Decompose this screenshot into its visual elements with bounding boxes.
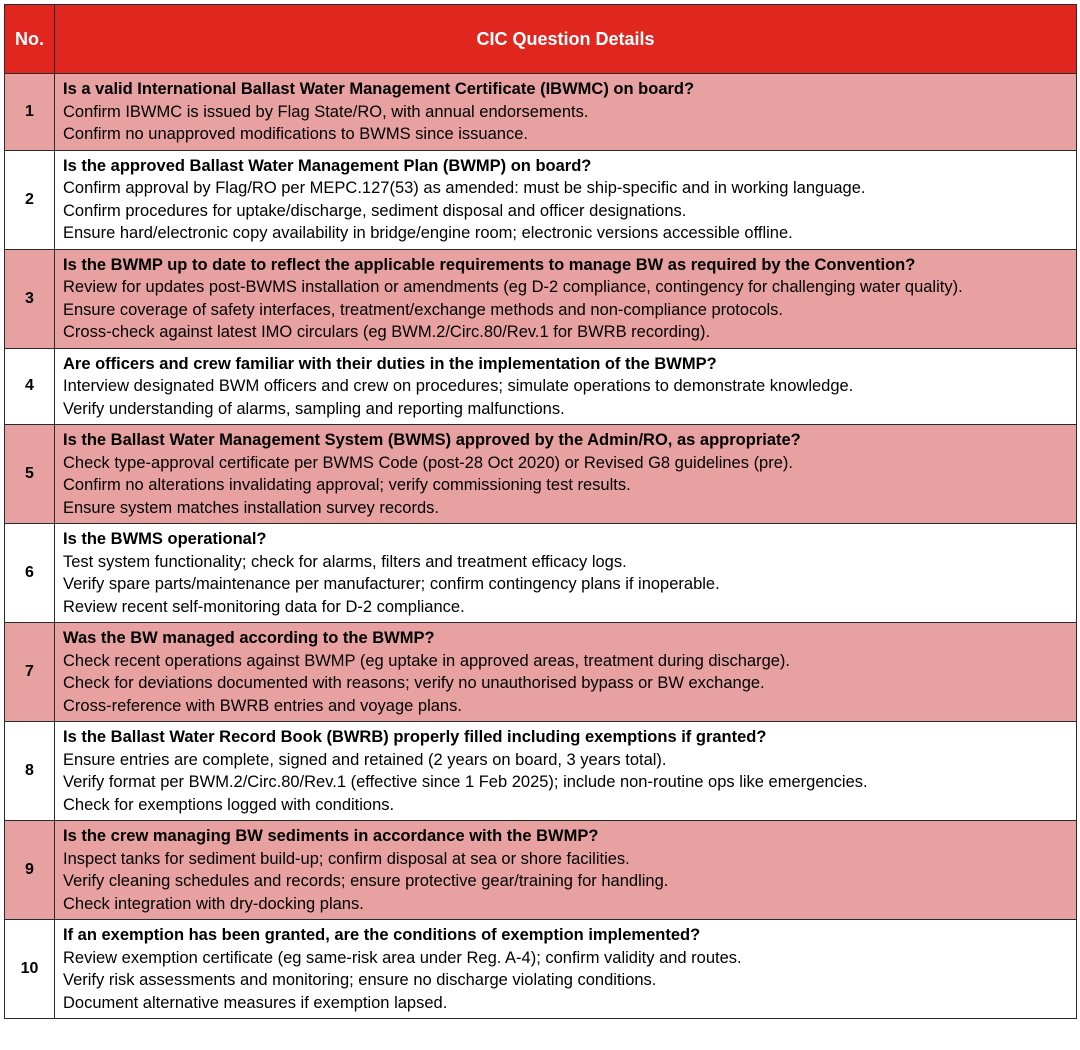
detail-line: Test system functionality; check for alarms, filters and treatment efficacy logs. bbox=[63, 552, 627, 571]
table-row bbox=[5, 74, 1077, 151]
question-text: Is the approved Ballast Water Management Plan (BWMP) on board? bbox=[63, 156, 592, 175]
detail-line: Verify cleaning schedules and records; ensure protective gear/training for handling. bbox=[63, 872, 669, 890]
row-number: 7 bbox=[5, 623, 55, 722]
cic-question-table bbox=[4, 4, 1077, 1019]
row-details bbox=[55, 249, 1077, 348]
detail-line: Cross-check against latest IMO circulars (eg BWM.2/Circ.80/Rev.1 for BWRB recording). bbox=[63, 323, 711, 341]
header-details: CIC Question Details bbox=[55, 5, 1077, 74]
row-details bbox=[55, 821, 1077, 920]
cic-table-container bbox=[4, 4, 1076, 1019]
detail-line: Ensure hard/electronic copy availability in bridge/engine room; electronic versions accessible offline. bbox=[63, 224, 793, 242]
table-header-row bbox=[5, 5, 1077, 74]
row-number: 2 bbox=[5, 150, 55, 249]
row-details bbox=[55, 150, 1077, 249]
row-number: 10 bbox=[5, 920, 55, 1019]
question-text: Are officers and crew familiar with their duties in the implementation of the BWMP? bbox=[63, 354, 717, 373]
question-text: Is the BWMS operational? bbox=[63, 530, 267, 548]
detail-line: Check for exemptions logged with conditions. bbox=[63, 795, 395, 814]
detail-line: Confirm no alterations invalidating approval; verify commissioning test results. bbox=[63, 476, 631, 494]
row-details bbox=[55, 920, 1077, 1019]
detail-line: Verify understanding of alarms, sampling and reporting malfunctions. bbox=[63, 399, 565, 418]
table-row bbox=[5, 249, 1077, 348]
table-row bbox=[5, 722, 1077, 821]
detail-line: Review recent self-monitoring data for D-2 compliance. bbox=[63, 597, 465, 616]
row-number: 4 bbox=[5, 348, 55, 425]
detail-line: Verify spare parts/maintenance per manufacturer; confirm contingency plans if inoperable. bbox=[63, 575, 720, 593]
row-details bbox=[55, 348, 1077, 425]
table-row bbox=[5, 821, 1077, 920]
table-row bbox=[5, 920, 1077, 1019]
detail-line: Ensure coverage of safety interfaces, treatment/exchange methods and non-compliance protocols. bbox=[63, 300, 783, 319]
row-number: 9 bbox=[5, 821, 55, 920]
question-text: Is the BWMP up to date to reflect the applicable requirements to manage BW as required by the Convention? bbox=[63, 255, 916, 274]
table-row bbox=[5, 524, 1077, 623]
detail-line: Check recent operations against BWMP (eg uptake in approved areas, treatment during discharge). bbox=[63, 651, 791, 670]
row-details bbox=[55, 623, 1077, 722]
detail-line: Verify format per BWM.2/Circ.80/Rev.1 (effective since 1 Feb 2025); include non-routine ops like emergencies. bbox=[63, 773, 868, 791]
detail-line: Ensure entries are complete, signed and retained (2 years on board, 3 years total). bbox=[63, 750, 667, 769]
detail-line: Inspect tanks for sediment build-up; confirm disposal at sea or shore facilities. bbox=[63, 849, 630, 868]
question-text: If an exemption has been granted, are the conditions of exemption implemented? bbox=[63, 926, 701, 944]
detail-line: Cross-reference with BWRB entries and voyage plans. bbox=[63, 696, 462, 715]
detail-line: Confirm procedures for uptake/discharge, sediment disposal and officer designations. bbox=[63, 201, 687, 220]
question-text: Is the Ballast Water Record Book (BWRB) properly filled including exemptions if granted? bbox=[63, 728, 767, 746]
row-details bbox=[55, 74, 1077, 151]
detail-line: Confirm approval by Flag/RO per MEPC.127(53) as amended: must be ship-specific and in working language. bbox=[63, 179, 866, 197]
detail-line: Interview designated BWM officers and crew on procedures; simulate operations to demonstrate knowledge. bbox=[63, 377, 854, 395]
row-details bbox=[55, 524, 1077, 623]
row-number: 6 bbox=[5, 524, 55, 623]
detail-line: Check for deviations documented with reasons; verify no unauthorised bypass or BW exchange. bbox=[63, 674, 765, 692]
table-row bbox=[5, 348, 1077, 425]
question-text: Is a valid International Ballast Water Management Certificate (IBWMC) on board? bbox=[63, 80, 695, 98]
row-number: 8 bbox=[5, 722, 55, 821]
detail-line: Check integration with dry-docking plans. bbox=[63, 894, 364, 913]
table-body bbox=[5, 74, 1077, 1019]
question-text: Is the crew managing BW sediments in accordance with the BWMP? bbox=[63, 827, 599, 845]
row-details bbox=[55, 425, 1077, 524]
question-text: Was the BW managed according to the BWMP? bbox=[63, 629, 435, 647]
detail-line: Confirm IBWMC is issued by Flag State/RO, with annual endorsements. bbox=[63, 102, 589, 121]
detail-line: Document alternative measures if exemption lapsed. bbox=[63, 993, 448, 1012]
detail-line: Check type-approval certificate per BWMS Code (post-28 Oct 2020) or Revised G8 guidelines (pre). bbox=[63, 453, 793, 472]
row-number: 5 bbox=[5, 425, 55, 524]
row-number: 3 bbox=[5, 249, 55, 348]
detail-line: Review for updates post-BWMS installation or amendments (eg D-2 compliance, contingency for challenging water quality). bbox=[63, 278, 963, 296]
detail-line: Confirm no unapproved modifications to BWMS since issuance. bbox=[63, 125, 528, 143]
header-no: No. bbox=[5, 5, 55, 74]
row-number: 1 bbox=[5, 74, 55, 151]
question-text: Is the Ballast Water Management System (BWMS) approved by the Admin/RO, as appropriate? bbox=[63, 431, 801, 449]
table-row bbox=[5, 150, 1077, 249]
detail-line: Ensure system matches installation survey records. bbox=[63, 498, 439, 517]
table-row bbox=[5, 425, 1077, 524]
table-row bbox=[5, 623, 1077, 722]
row-details bbox=[55, 722, 1077, 821]
detail-line: Verify risk assessments and monitoring; ensure no discharge violating conditions. bbox=[63, 971, 657, 989]
detail-line: Review exemption certificate (eg same-risk area under Reg. A-4); confirm validity and routes. bbox=[63, 948, 742, 967]
